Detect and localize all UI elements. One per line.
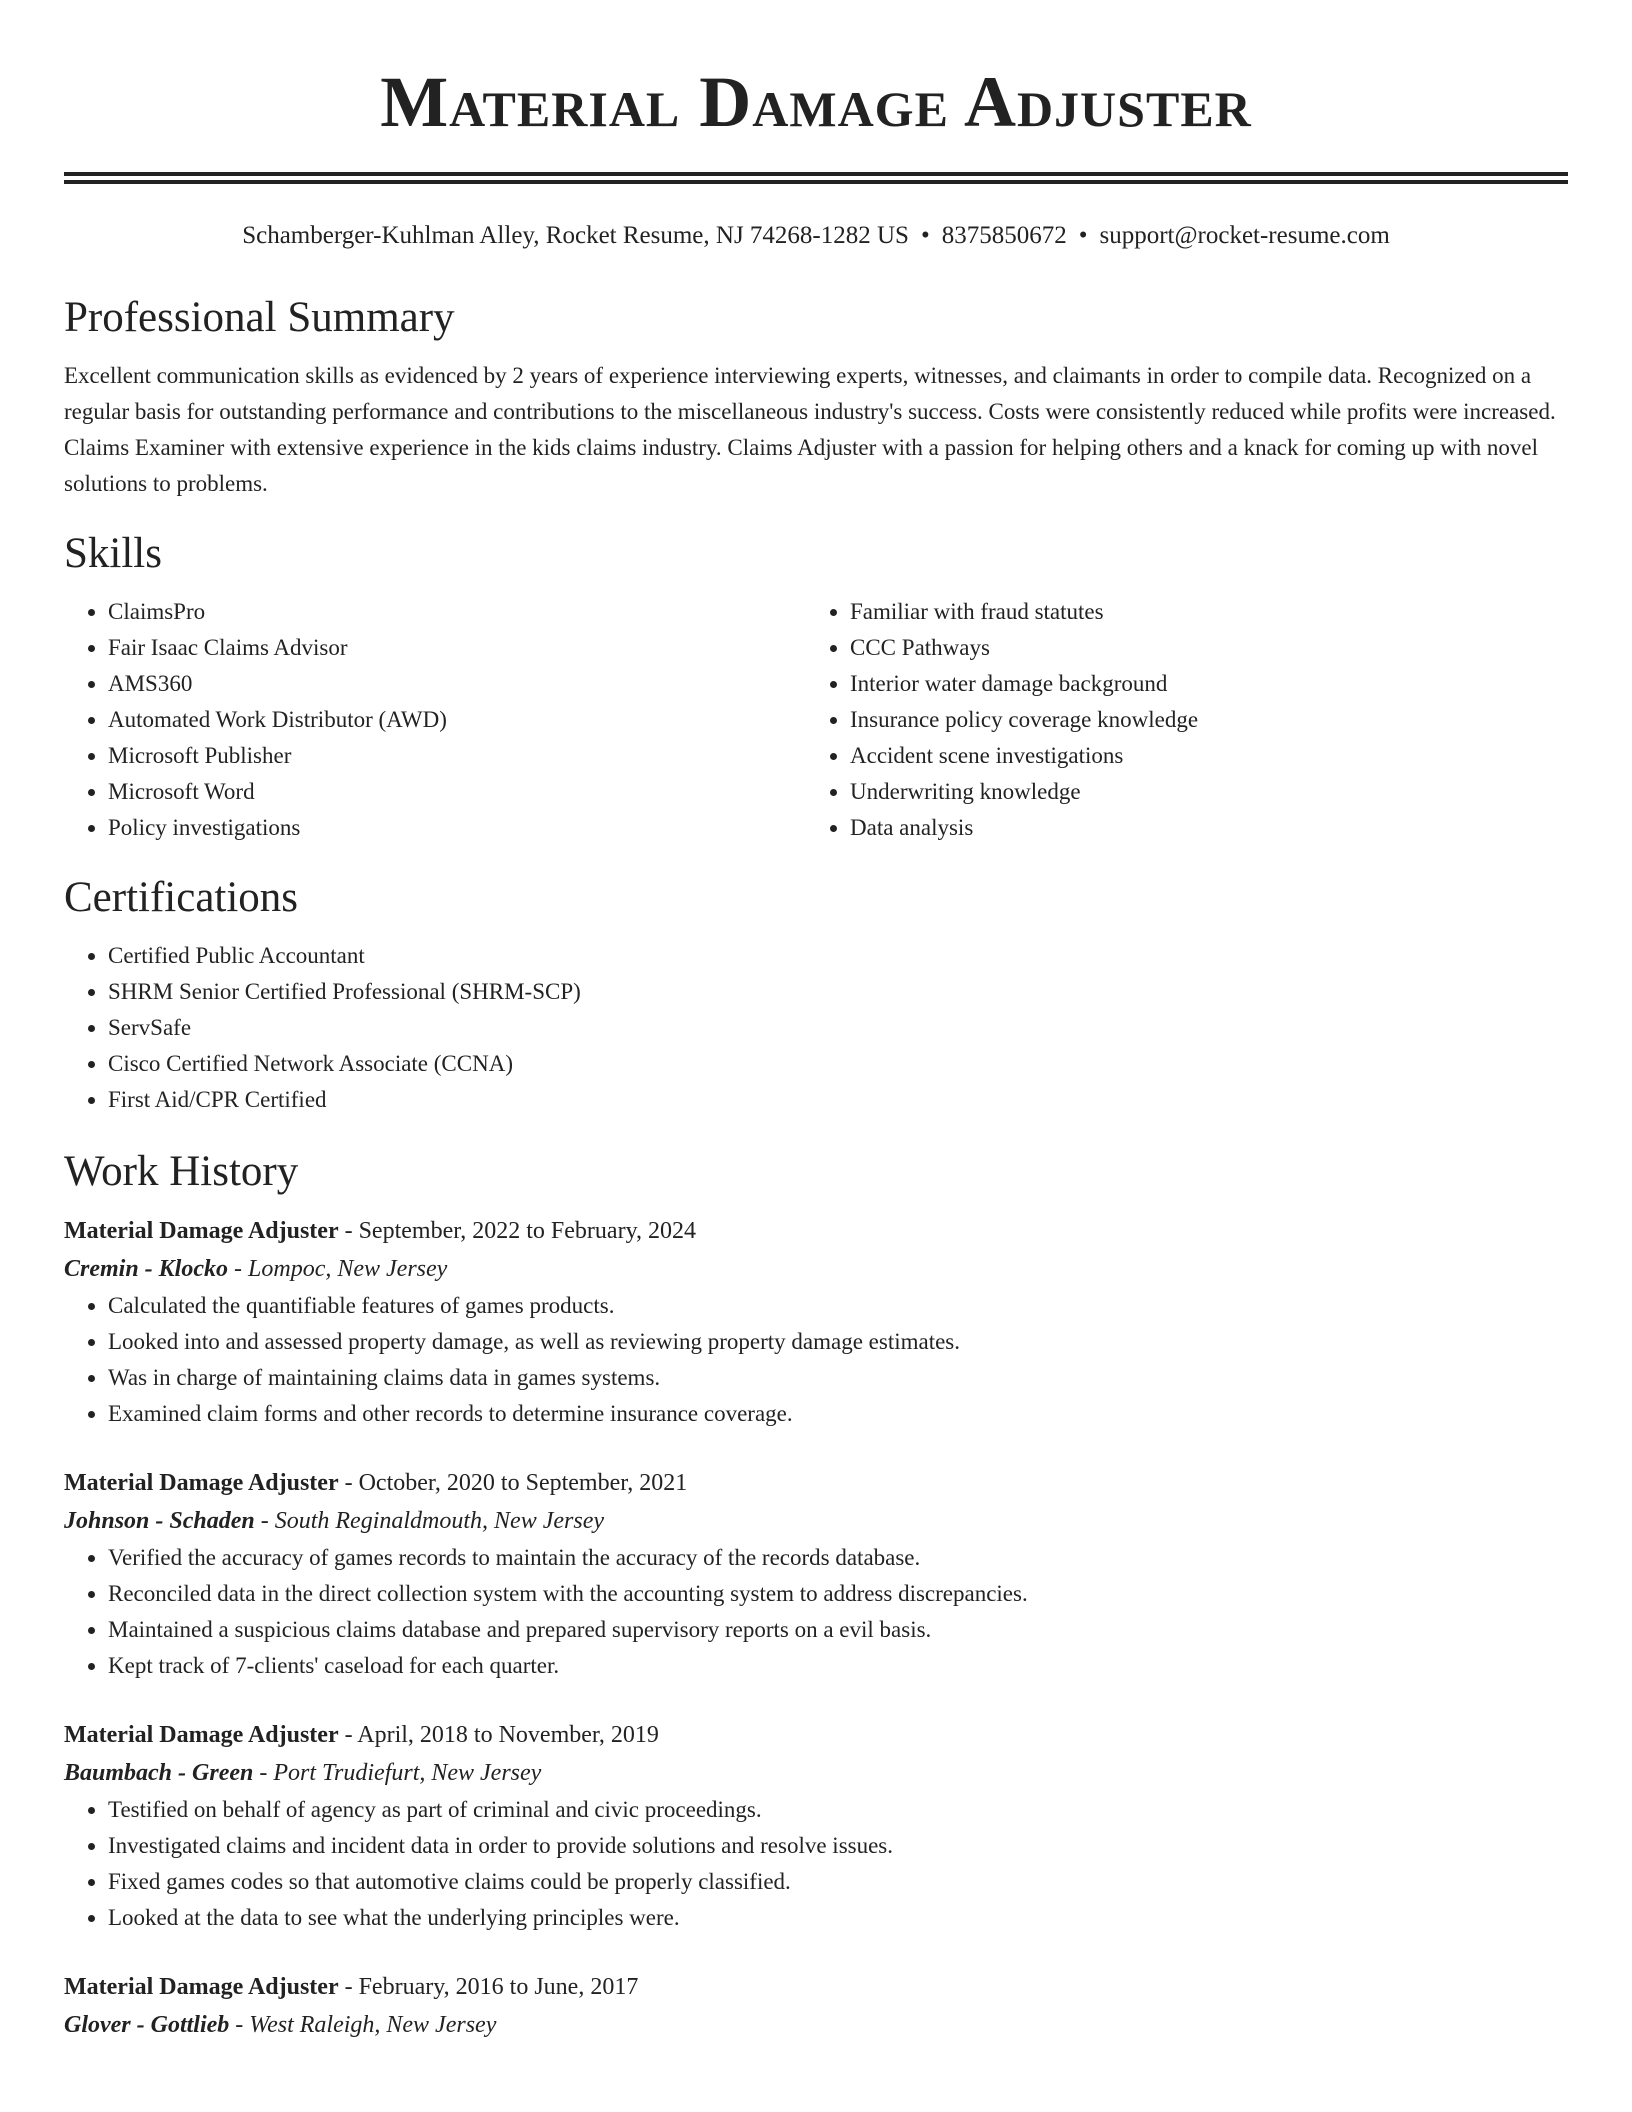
job-company: Baumbach - Green	[64, 1760, 254, 1786]
job-location: - Port Trudiefurt, New Jersey	[253, 1760, 542, 1786]
contact-separator: •	[1078, 222, 1088, 249]
job-bullet: • Maintained a suspicious claims database and prepared supervisory reports on a evil basis.	[108, 1612, 1568, 1648]
certification-item: • Certified Public Accountant	[108, 938, 1568, 974]
resume-name: Material Damage Adjuster	[380, 62, 1252, 142]
skill-item: • Insurance policy coverage knowledge	[850, 702, 1548, 738]
job-header	[64, 1464, 1568, 1502]
contact-phone: 8375850672	[941, 222, 1067, 249]
skills-column-left	[64, 594, 806, 846]
job-bullet: • Reconciled data in the direct collection system with the accounting system to address discrepancies.	[108, 1576, 1568, 1612]
job-title: Material Damage Adjuster	[64, 1218, 339, 1244]
job-bullets	[64, 1792, 1568, 1936]
job-entry	[64, 1968, 1568, 2044]
skill-item: • Accident scene investigations	[850, 738, 1548, 774]
job-header	[64, 1716, 1568, 1754]
job-entry	[64, 1212, 1568, 1432]
job-company: Glover - Gottlieb	[64, 2012, 230, 2038]
job-location: - Lompoc, New Jersey	[228, 1256, 448, 1282]
skills-section	[64, 528, 1568, 846]
header-rule-top	[64, 172, 1568, 176]
work-history-section	[64, 1146, 1568, 2044]
job-entry	[64, 1716, 1568, 1936]
job-bullet: • Looked at the data to see what the underlying principles were.	[108, 1900, 1568, 1936]
job-dates: - September, 2022 to February, 2024	[338, 1218, 697, 1244]
contact-email: support@rocket-resume.com	[1099, 222, 1390, 249]
job-bullet: • Kept track of 7-clients' caseload for each quarter.	[108, 1648, 1568, 1684]
job-header	[64, 1212, 1568, 1250]
contact-line	[64, 220, 1568, 252]
job-employer	[64, 1754, 1568, 1792]
skills-title: Skills	[64, 530, 162, 577]
summary-text: Excellent communication skills as evidenced by 2 years of experience interviewing experts, witnesses, and claimants in order to compile data. Recognized on a regular basis for outstanding performance and contributions to the miscellaneous industry's success. Costs were consistently reduced while profits were increased. Claims Examiner with extensive experience in the kids claims industry. Claims Adjuster with a passion for helping others and a knack for coming up with novel solutions to problems.	[64, 363, 1556, 496]
skill-item: • Interior water damage background	[850, 666, 1548, 702]
contact-separator: •	[920, 222, 930, 249]
skill-item: • Familiar with fraud statutes	[850, 594, 1548, 630]
job-dates: - October, 2020 to September, 2021	[338, 1470, 688, 1496]
job-bullet: • Testified on behalf of agency as part of criminal and civic proceedings.	[108, 1792, 1568, 1828]
job-company: Cremin - Klocko	[64, 1256, 229, 1282]
certifications-title: Certifications	[64, 874, 299, 921]
skill-item: • Microsoft Word	[108, 774, 806, 810]
work-history-title: Work History	[64, 1148, 299, 1195]
skill-item: • Policy investigations	[108, 810, 806, 846]
skills-list-left	[64, 594, 806, 846]
contact-address: Schamberger-Kuhlman Alley, Rocket Resume, NJ 74268-1282 US	[242, 222, 909, 249]
certification-item: • ServSafe	[108, 1010, 1568, 1046]
job-dates: - February, 2016 to June, 2017	[338, 1974, 639, 2000]
job-bullet: • Calculated the quantifiable features of games products.	[108, 1288, 1568, 1324]
summary-section	[64, 292, 1568, 502]
skill-item: • AMS360	[108, 666, 806, 702]
skill-item: • ClaimsPro	[108, 594, 806, 630]
skill-item: • Microsoft Publisher	[108, 738, 806, 774]
job-title: Material Damage Adjuster	[64, 1722, 339, 1748]
job-dates: - April, 2018 to November, 2019	[338, 1722, 659, 1748]
certifications-list	[64, 938, 1568, 1118]
skills-grid	[64, 594, 1568, 846]
skill-item: • Underwriting knowledge	[850, 774, 1548, 810]
skill-item: • CCC Pathways	[850, 630, 1548, 666]
job-employer	[64, 2006, 1568, 2044]
job-title: Material Damage Adjuster	[64, 1470, 339, 1496]
skills-column-right	[806, 594, 1548, 846]
certifications-section	[64, 872, 1568, 1118]
skill-item: • Fair Isaac Claims Advisor	[108, 630, 806, 666]
job-bullets	[64, 1288, 1568, 1432]
certification-item: • Cisco Certified Network Associate (CCNA)	[108, 1046, 1568, 1082]
job-header	[64, 1968, 1568, 2006]
job-bullet: • Investigated claims and incident data in order to provide solutions and resolve issues.	[108, 1828, 1568, 1864]
job-title: Material Damage Adjuster	[64, 1974, 339, 2000]
certification-item: • SHRM Senior Certified Professional (SHRM-SCP)	[108, 974, 1568, 1010]
job-bullets	[64, 1540, 1568, 1684]
header-rule-bottom	[64, 180, 1568, 184]
skill-item: • Data analysis	[850, 810, 1548, 846]
skills-list-right	[806, 594, 1548, 846]
certification-item: • First Aid/CPR Certified	[108, 1082, 1568, 1118]
job-location: - West Raleigh, New Jersey	[229, 2012, 497, 2038]
job-bullet: • Examined claim forms and other records to determine insurance coverage.	[108, 1396, 1568, 1432]
job-employer	[64, 1250, 1568, 1288]
summary-title: Professional Summary	[64, 294, 455, 341]
job-entry	[64, 1464, 1568, 1684]
job-bullet: • Verified the accuracy of games records to maintain the accuracy of the records database.	[108, 1540, 1568, 1576]
job-bullet: • Was in charge of maintaining claims data in games systems.	[108, 1360, 1568, 1396]
job-bullet: • Looked into and assessed property damage, as well as reviewing property damage estimates.	[108, 1324, 1568, 1360]
skill-item: • Automated Work Distributor (AWD)	[108, 702, 806, 738]
job-location: - South Reginaldmouth, New Jersey	[254, 1508, 604, 1534]
job-bullet: • Fixed games codes so that automotive claims could be properly classified.	[108, 1864, 1568, 1900]
job-employer	[64, 1502, 1568, 1540]
job-company: Johnson - Schaden	[64, 1508, 255, 1534]
